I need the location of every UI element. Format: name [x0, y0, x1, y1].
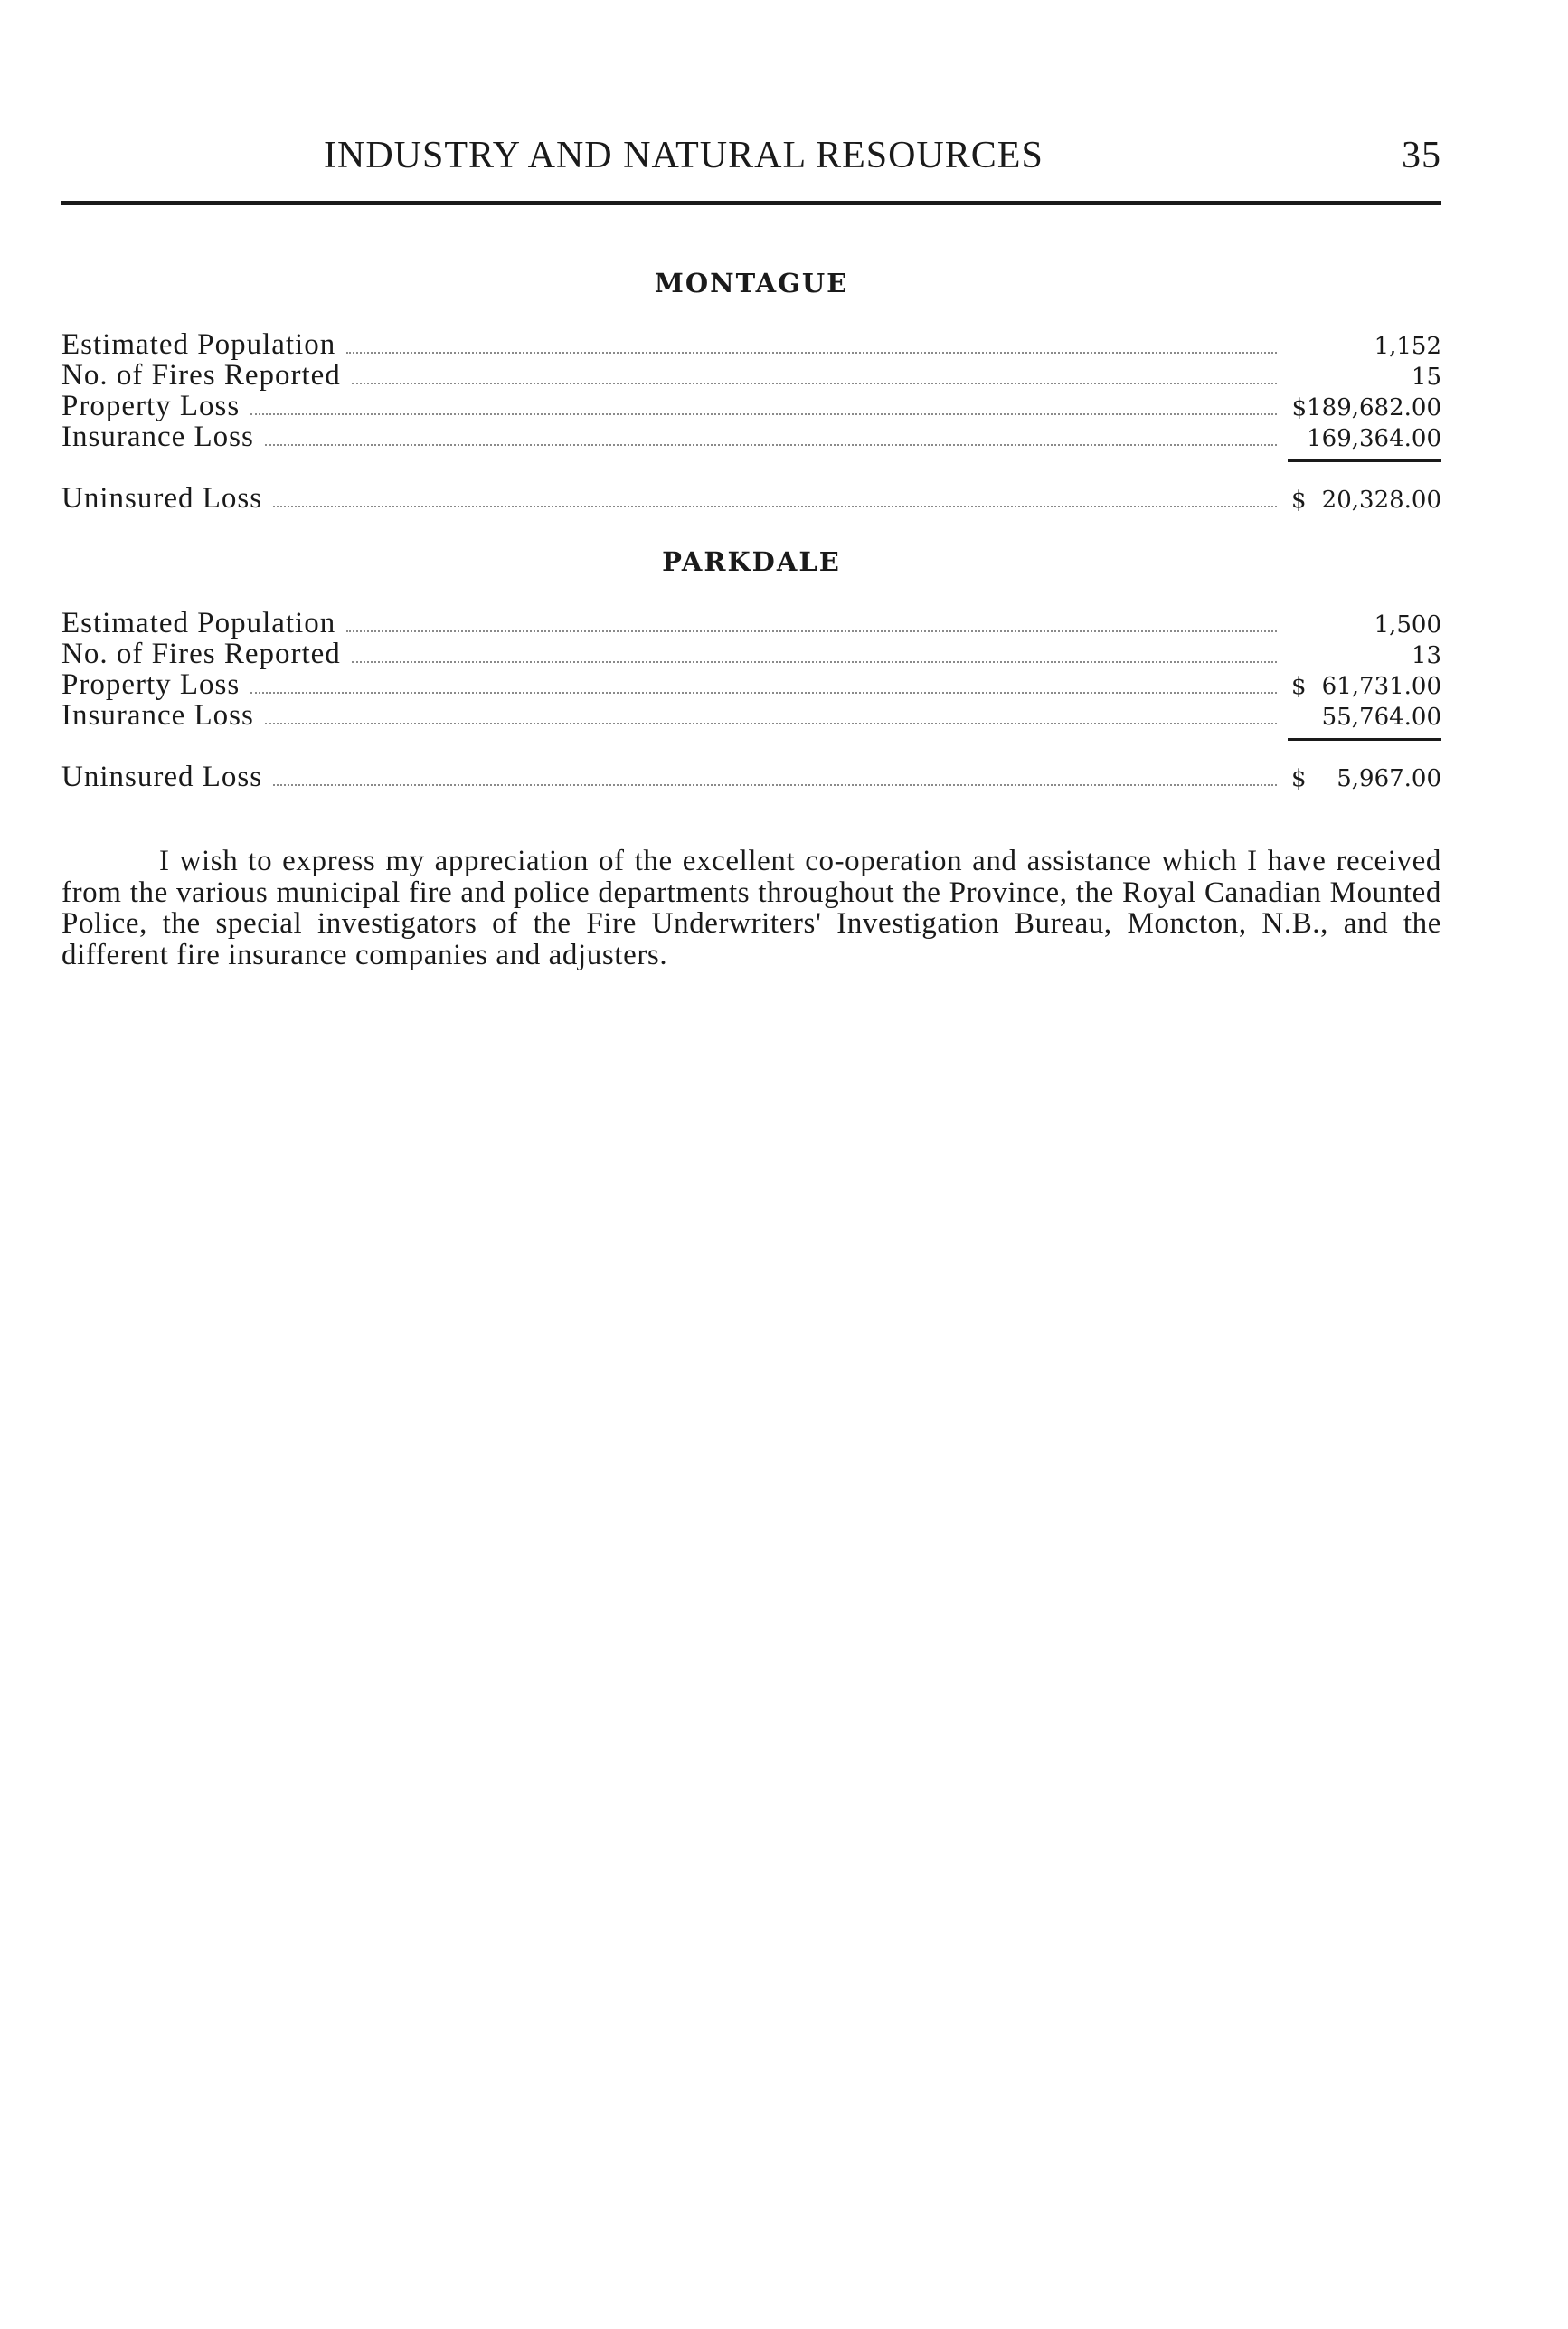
- dot-leader: [273, 783, 1277, 786]
- page-number: 35: [1402, 135, 1441, 176]
- total-row: [61, 480, 1441, 516]
- dot-leader: [346, 630, 1277, 632]
- table-row: [61, 421, 1441, 452]
- currency-symbol: $: [1291, 765, 1307, 792]
- row-amount: 61,731.00: [1321, 673, 1441, 700]
- dot-leader: [352, 382, 1277, 384]
- dot-leader: [265, 722, 1277, 724]
- table-row: [61, 639, 1441, 669]
- dot-leader: [250, 412, 1277, 415]
- row-value: 55,764.00: [1321, 704, 1441, 731]
- table-row: [61, 391, 1441, 421]
- table-row: [61, 608, 1441, 639]
- row-label: Insurance Loss: [61, 421, 254, 453]
- montague-table: [61, 329, 1441, 516]
- total-amount: 5,967.00: [1337, 765, 1441, 792]
- total-label: Uninsured Loss: [61, 761, 263, 793]
- dot-leader: [265, 443, 1277, 446]
- section-title-parkdale: PARKDALE: [662, 546, 841, 577]
- dot-leader: [273, 505, 1277, 507]
- row-label: Estimated Population: [61, 328, 336, 361]
- page-header: [61, 134, 1441, 188]
- total-row: [61, 759, 1441, 795]
- header-rule: [61, 201, 1441, 205]
- total-value: [1288, 761, 1441, 797]
- dot-leader: [346, 351, 1277, 354]
- row-value: 13: [1411, 642, 1441, 669]
- total-label: Uninsured Loss: [61, 482, 263, 515]
- row-label: Property Loss: [61, 390, 241, 422]
- row-label: Property Loss: [61, 668, 241, 701]
- section-title-montague: MONTAGUE: [654, 268, 849, 298]
- running-head-title: INDUSTRY AND NATURAL RESOURCES: [324, 135, 1044, 176]
- row-label: Insurance Loss: [61, 699, 254, 732]
- table-row: [61, 360, 1441, 391]
- row-value: [1288, 671, 1441, 702]
- total-value: [1288, 482, 1441, 518]
- row-value: $189,682.00: [1291, 394, 1441, 421]
- parkdale-table: [61, 608, 1441, 795]
- currency-symbol: $: [1291, 487, 1307, 514]
- closing-paragraph: I wish to express my appreciation of the excellent co-operation and assistance which I have received from the various municipal fire and police departments throughout the Province, the Royal Canadian Mounted Police, the special investigators of the Fire Underwriters' Investigation Bureau, Moncton, N.B., and the different fire insurance companies and adjusters.: [61, 845, 1441, 971]
- currency-symbol: $: [1291, 673, 1307, 700]
- total-rule: [1288, 738, 1441, 741]
- row-label: No. of Fires Reported: [61, 359, 341, 392]
- row-value: 1,500: [1374, 611, 1441, 639]
- table-row: [61, 329, 1441, 360]
- row-label: No. of Fires Reported: [61, 638, 341, 670]
- total-amount: 20,328.00: [1321, 487, 1441, 514]
- row-value: 15: [1411, 364, 1441, 391]
- table-row: [61, 669, 1441, 700]
- total-rule: [1288, 459, 1441, 462]
- row-label: Estimated Population: [61, 607, 336, 639]
- row-value: 1,152: [1374, 333, 1441, 360]
- dot-leader: [352, 660, 1277, 663]
- dot-leader: [250, 691, 1277, 694]
- row-value: 169,364.00: [1307, 425, 1441, 452]
- table-row: [61, 700, 1441, 731]
